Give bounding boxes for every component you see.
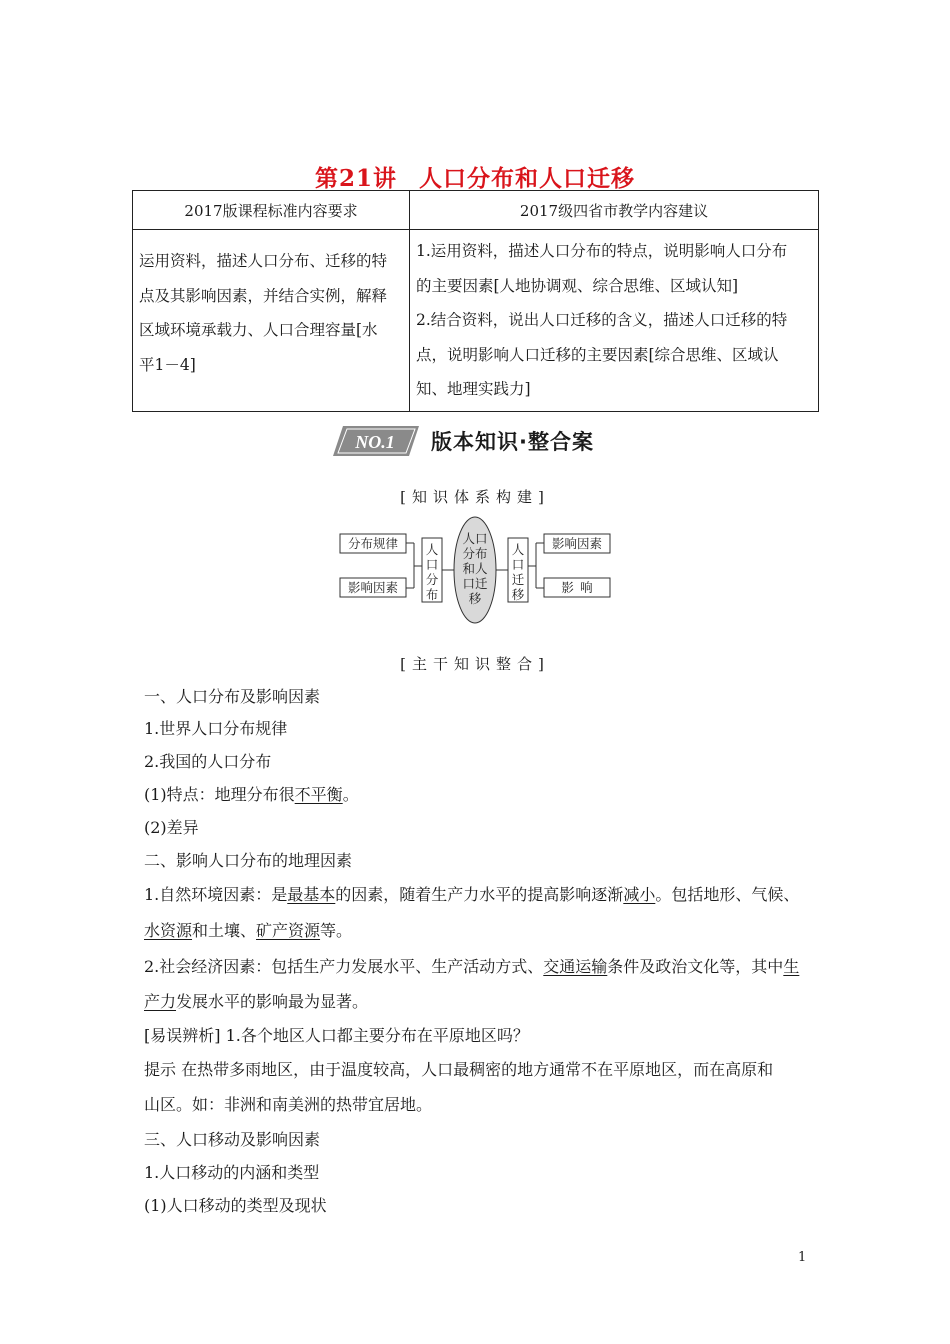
cell-line: 平1－4] [139,355,196,374]
table-header-standard: 2017版课程标准内容要求 [133,191,410,230]
body-line: 产力发展水平的影响最为显著。 [144,992,369,1011]
heading-section-3: 三、人口移动及影响因素 [144,1130,321,1149]
standards-table [132,190,819,412]
underlined-answer: 生 [783,957,800,976]
lesson-title [0,160,950,193]
table-header-row [133,191,819,230]
table-cell-suggestion [410,230,819,412]
diagram-vertical-distribution: 人口分布 [425,543,439,602]
underlined-answer: 交通运输 [543,957,608,976]
underlined-answer: 水资源 [144,921,193,940]
section-heading: 版本知识·整合案 [431,430,594,454]
table-row [133,230,819,412]
cell-line: 点及其影响因素，并结合实例，解释 [139,286,388,305]
heading-section-1: 一、人口分布及影响因素 [144,687,321,706]
underlined-answer: 产力 [144,992,177,1011]
body-line: 1.人口移动的内涵和类型 [144,1163,320,1182]
cell-line: 2.结合资料，说出人口迁移的含义，描述人口迁移的特 [416,311,788,329]
diagram-box-factors-right: 影响因素 [551,537,603,551]
cell-line: 1.运用资料，描述人口分布的特点，说明影响人口分布 [416,242,788,260]
cell-line: 的主要因素[人地协调观、综合思维、区域认知] [416,276,739,295]
knowledge-diagram [330,516,620,626]
body-line: (1)人口移动的类型及现状 [144,1196,327,1215]
body-line: 山区。如：非洲和南美洲的热带宜居地。 [144,1095,433,1114]
table-header-suggestion: 2017级四省市教学内容建议 [410,191,819,230]
cell-line: 区域环境承载力、人口合理容量[水 [139,321,378,339]
diagram-box-factors-left: 影响因素 [347,581,399,595]
body-line: [易误辨析] 1.各个地区人口都主要分布在平原地区吗？ [144,1026,529,1045]
cell-line: 知、地理实践力] [416,380,531,398]
table-cell-standard [133,230,410,412]
subheading-main-knowledge: [主干知识整合] [400,655,550,673]
subheading-knowledge-system: [知识体系构建] [400,488,550,506]
diagram-vertical-migration: 人口迁移 [511,543,525,602]
body-line: (2)差异 [144,818,199,837]
underlined-answer: 不平衡 [294,785,343,804]
body-line: 2.社会经济因素：包括生产力发展水平、生产活动方式、交通运输条件及政治文化等，其中生 [144,957,800,976]
diagram-box-distribution-law: 分布规律 [347,537,399,551]
section-badge-label: NO.1 [355,432,395,452]
body-line: 1.世界人口分布规律 [144,719,288,738]
body-line: 2.我国的人口分布 [144,752,272,771]
underlined-answer: 矿产资源 [256,921,321,940]
body-line: 水资源和土壤、矿产资源等。 [144,921,353,940]
lesson-title-text: 人口分布和人口迁移 [419,165,635,192]
page-number: 1 [798,1250,807,1265]
heading-section-2: 二、影响人口分布的地理因素 [144,851,353,870]
lesson-number: 第21讲 [314,165,397,192]
body-line: 1.自然环境因素：是最基本的因素，随着生产力水平的提高影响逐渐减小。包括地形、气候、 [144,885,800,904]
cell-line: 点，说明影响人口迁移的主要因素[综合思维、区域认 [416,345,779,364]
underlined-answer: 最基本 [287,885,336,904]
diagram-box-impact: 影 响 [561,581,593,595]
underlined-answer: 减小 [623,885,656,904]
section-badge [333,426,419,456]
cell-line: 运用资料，描述人口分布、迁移的特 [139,252,388,270]
body-line: 提示 在热带多雨地区，由于温度较高，人口最稠密的地方通常不在平原地区，而在高原和 [144,1060,774,1079]
body-line: (1)特点：地理分布很不平衡。 [144,785,359,804]
diagram-center-topic: 人口分布和人口迁移 [462,532,488,606]
